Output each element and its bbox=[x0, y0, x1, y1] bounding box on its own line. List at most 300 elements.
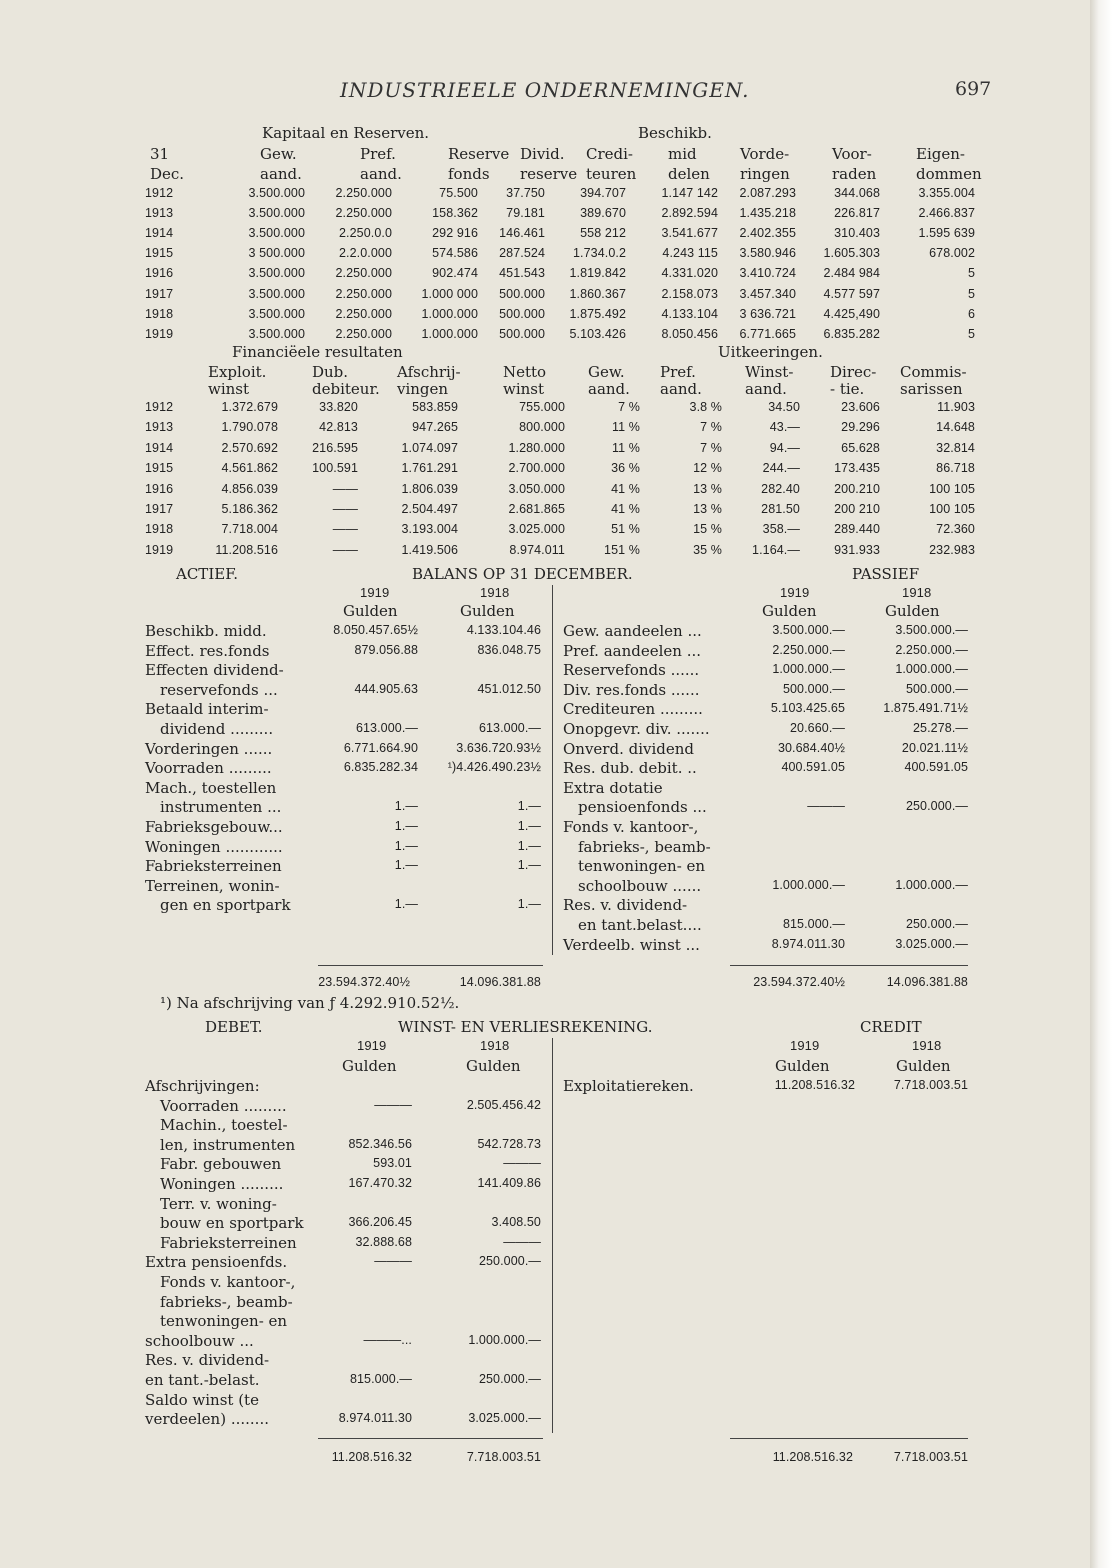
fin-col-head: Gew. bbox=[588, 363, 625, 381]
actief-1919: 444.905.63 bbox=[354, 681, 418, 696]
passief-1919: 30.684.40½ bbox=[777, 740, 845, 755]
fin-year: 1915 bbox=[145, 461, 174, 476]
kap-cell: 389.670 bbox=[580, 206, 626, 221]
kap-cell: 3.500.000 bbox=[248, 326, 305, 341]
kap-cell: 4.577 597 bbox=[823, 286, 880, 301]
debet-1918: 2.505.456.42 bbox=[466, 1097, 541, 1112]
year-head: 1918 bbox=[480, 1038, 510, 1053]
fin-cell: 11 % bbox=[612, 420, 640, 435]
actief-1918: 1.— bbox=[517, 799, 541, 814]
passief-1919: ——— bbox=[807, 799, 845, 814]
fin-col-head: vingen bbox=[397, 380, 449, 398]
debet-1918: 141.409.86 bbox=[477, 1176, 541, 1190]
kap-col-head: Divid. bbox=[520, 145, 565, 163]
passief-1918: 250.000.— bbox=[905, 799, 968, 814]
fin-cell: 3.050.000 bbox=[508, 481, 565, 496]
debet-label: Fabr. gebouwen bbox=[160, 1155, 282, 1174]
kap-cell: 1.000.000 bbox=[421, 306, 478, 321]
passief-label: fabrieks-, beamb- bbox=[578, 837, 711, 856]
actief-1919: 8.050.457.65½ bbox=[333, 623, 418, 637]
kap-cell: 678.002 bbox=[929, 246, 975, 261]
debet-1918: ——— bbox=[503, 1156, 541, 1171]
kap-cell: 500.000 bbox=[499, 286, 545, 301]
fin-cell: 281.50 bbox=[761, 502, 800, 516]
fin-cell: 1.806.039 bbox=[401, 481, 458, 496]
passief-1919: 400.591.05 bbox=[781, 760, 845, 775]
kap-cell: 146.461 bbox=[499, 226, 545, 241]
total-rule bbox=[318, 1438, 543, 1439]
kap-cell: 226.817 bbox=[834, 206, 880, 221]
kap-cell: 3.457.340 bbox=[739, 286, 796, 301]
passief-1918: 1.000.000.— bbox=[895, 877, 968, 892]
fin-cell: 1.790.078 bbox=[221, 420, 278, 435]
passief-1918: 1.875.491.71½ bbox=[883, 701, 968, 716]
debet-label: verdeelen) ........ bbox=[145, 1410, 269, 1429]
passief-1919: 8.974.011.30 bbox=[771, 936, 845, 951]
kap-cell: 3 500.000 bbox=[248, 246, 305, 261]
kap-cell: 2.2.0.000 bbox=[338, 246, 392, 261]
kap-col-head: reserve bbox=[520, 165, 578, 183]
fin-cell: 100 105 bbox=[929, 502, 975, 516]
fin-cell: —— bbox=[332, 542, 358, 557]
kap-cell: 3 636.721 bbox=[739, 306, 796, 321]
total-credit-1918: 7.718.003.51 bbox=[893, 1450, 968, 1464]
debet-1919: 366.206.45 bbox=[348, 1215, 412, 1230]
fin-cell: 11.903 bbox=[937, 400, 975, 414]
fin-col-head: aand. bbox=[660, 380, 702, 398]
fin-cell: 800.000 bbox=[519, 420, 565, 435]
total-rule bbox=[318, 965, 543, 966]
kap-cell: 4.425,490 bbox=[823, 306, 880, 321]
kap-cell: 2.250.000 bbox=[335, 206, 392, 221]
debet-1918: 250.000.— bbox=[478, 1372, 541, 1386]
kap-cell: 3.355.004 bbox=[918, 186, 975, 200]
debet-label: Extra pensioenfds. bbox=[145, 1253, 288, 1272]
fin-col-head: Direc- bbox=[830, 363, 877, 381]
debet-label: len, instrumenten bbox=[160, 1135, 296, 1154]
kap-col-head: delen bbox=[668, 165, 710, 183]
passief-label: pensioenfonds ... bbox=[578, 798, 707, 817]
actief-1918: 1.— bbox=[517, 858, 541, 873]
actief-1918: 613.000.— bbox=[478, 721, 541, 735]
kap-heading-2: Beschikb. bbox=[638, 124, 712, 142]
fin-cell: 41 % bbox=[611, 502, 640, 516]
kap-cell: 3.500.000 bbox=[248, 266, 305, 281]
kap-cell: 292 916 bbox=[432, 226, 478, 241]
debet-1919: 32.888.68 bbox=[355, 1234, 412, 1249]
kap-cell: 394.707 bbox=[580, 186, 626, 200]
actief-label: Woningen ............ bbox=[145, 837, 283, 856]
passief-1918: 1.000.000.— bbox=[895, 662, 968, 677]
fin-col-head: sarissen bbox=[900, 380, 963, 398]
kap-cell: 3.580.946 bbox=[739, 246, 796, 261]
fin-cell: 32.814 bbox=[936, 440, 975, 455]
fin-cell: 1.761.291 bbox=[401, 461, 458, 476]
fin-cell: 1.280.000 bbox=[508, 440, 565, 455]
passief-1918: 500.000.— bbox=[905, 681, 968, 696]
fin-col-head: Afschrij- bbox=[397, 363, 461, 381]
fin-col-head: Pref. bbox=[660, 363, 696, 381]
actief-label: Fabrieksterreinen bbox=[145, 857, 282, 876]
fin-cell: 7 % bbox=[700, 440, 722, 455]
debet-label: Woningen ......... bbox=[160, 1175, 284, 1193]
fin-cell: 8.974.011 bbox=[509, 542, 565, 557]
fin-cell: 23.606 bbox=[841, 400, 880, 414]
kap-cell: 3.410.724 bbox=[739, 266, 796, 281]
kap-cell: 1.734.0.2 bbox=[572, 246, 626, 261]
fin-col-head: Exploit. bbox=[208, 363, 267, 381]
unit-head: Gulden bbox=[775, 1057, 830, 1075]
kap-cell: 902.474 bbox=[432, 266, 478, 281]
fin-cell: 173.435 bbox=[834, 461, 880, 476]
fin-col-head: Dub. bbox=[312, 363, 349, 381]
kap-cell: 2.892.594 bbox=[661, 206, 718, 221]
total-passief-1919: 23.594.372.40½ bbox=[753, 975, 845, 989]
pl-divider bbox=[552, 1038, 553, 1433]
fin-cell: 4.561.862 bbox=[221, 461, 278, 476]
passief-label: Gew. aandeelen ... bbox=[563, 622, 702, 640]
passief-label: Pref. aandeelen ... bbox=[563, 641, 702, 660]
kap-col-head: teuren bbox=[586, 165, 637, 183]
fin-cell: 13 % bbox=[693, 481, 722, 496]
fin-cell: 2.700.000 bbox=[508, 461, 565, 476]
debet-1919: ——— bbox=[374, 1254, 412, 1269]
fin-cell: 86.718 bbox=[936, 461, 975, 476]
year-head: 1919 bbox=[790, 1038, 820, 1053]
debet-label: Fonds v. kantoor-, bbox=[160, 1273, 296, 1291]
passief-label: Crediteuren ......... bbox=[563, 700, 703, 719]
fin-col-head: winst bbox=[503, 380, 545, 398]
kap-col-head: Voor- bbox=[832, 145, 872, 163]
fin-cell: 244.— bbox=[762, 461, 800, 476]
kap-cell: 3.500.000 bbox=[248, 306, 305, 321]
kap-heading: Kapitaal en Reserven. bbox=[262, 124, 430, 142]
actief-1919: 879.056.88 bbox=[354, 642, 418, 657]
kap-col-head: Eigen- bbox=[916, 145, 965, 163]
fin-cell: 2.570.692 bbox=[221, 440, 278, 455]
passief-1918: 25.278.— bbox=[912, 721, 968, 735]
fin-cell: 65.628 bbox=[841, 440, 880, 455]
fin-cell: —— bbox=[332, 522, 358, 537]
kap-cell: 1.147 142 bbox=[661, 186, 718, 200]
debet-1919: 852.346.56 bbox=[348, 1136, 412, 1151]
fin-cell: 7 % bbox=[618, 400, 640, 414]
actief-1918: 451.012.50 bbox=[477, 681, 541, 696]
fin-cell: 232.983 bbox=[929, 542, 975, 557]
kap-year: 1918 bbox=[145, 306, 174, 321]
kap-col-head: mid bbox=[668, 145, 697, 163]
kap-year: 1914 bbox=[145, 226, 174, 241]
kap-col-head: Pref. bbox=[360, 145, 396, 163]
year-head: 1918 bbox=[912, 1038, 942, 1053]
debet-1919: 167.470.32 bbox=[348, 1176, 412, 1190]
fin-cell: 2.681.865 bbox=[508, 502, 565, 516]
actief-1918: 1.— bbox=[517, 897, 541, 912]
debet-1919: ———... bbox=[363, 1332, 412, 1347]
fin-cell: 1.074.097 bbox=[401, 440, 458, 455]
passief-label: Onopgevr. div. ....... bbox=[563, 720, 710, 738]
debet-label: Res. v. dividend- bbox=[145, 1351, 270, 1370]
year-head: 1919 bbox=[780, 585, 810, 600]
kap-year: 1916 bbox=[145, 266, 174, 281]
kap-year: 1913 bbox=[145, 206, 174, 221]
actief-label: Mach., toestellen bbox=[145, 778, 277, 797]
passief-1918: 3.500.000.— bbox=[895, 623, 968, 637]
passief-label: Reservefonds ...... bbox=[563, 661, 700, 680]
passief-label: schoolbouw ...... bbox=[578, 876, 702, 895]
fin-cell: 947.265 bbox=[412, 420, 458, 435]
passief-label: Res. dub. debit. .. bbox=[563, 759, 697, 778]
passief-1919: 500.000.— bbox=[782, 681, 845, 696]
kap-year: 1912 bbox=[145, 186, 174, 200]
fin-cell: 35 % bbox=[693, 542, 722, 557]
kap-cell: 5 bbox=[967, 286, 975, 301]
fin-cell: 1.164.— bbox=[752, 542, 800, 557]
kap-cell: 75.500 bbox=[439, 186, 478, 200]
kap-cell: 2.250.000 bbox=[335, 326, 392, 341]
fin-year: 1913 bbox=[145, 420, 174, 435]
passief-1919: 1.000.000.— bbox=[772, 662, 845, 677]
fin-cell: 200.210 bbox=[834, 481, 880, 496]
balans-actief-title: ACTIEF. bbox=[176, 565, 239, 583]
kap-cell: 500.000 bbox=[499, 306, 545, 321]
actief-1918: 1.— bbox=[517, 838, 541, 853]
actief-label: Effecten dividend- bbox=[145, 661, 284, 680]
unit-head: Gulden bbox=[896, 1057, 951, 1075]
kap-col-head: Reserve bbox=[448, 145, 510, 163]
actief-1919: 1.— bbox=[394, 858, 418, 873]
fin-cell: 282.40 bbox=[761, 481, 800, 496]
year-head: 1918 bbox=[480, 585, 510, 600]
kap-cell: 5 bbox=[967, 266, 975, 281]
fin-heading-2: Uitkeeringen. bbox=[718, 343, 823, 361]
winst-title: WINST- EN VERLIESREKENING. bbox=[398, 1018, 653, 1036]
debet-1918: ——— bbox=[503, 1234, 541, 1249]
kap-cell: 5 bbox=[967, 326, 975, 341]
kap-cell: 8.050.456 bbox=[661, 326, 718, 341]
actief-1919: 1.— bbox=[394, 897, 418, 912]
debet-1918: 3.025.000.— bbox=[468, 1411, 541, 1426]
debet-1919: 593.01 bbox=[373, 1156, 412, 1171]
actief-label: gen en sportpark bbox=[160, 896, 291, 915]
fin-cell: 4.856.039 bbox=[221, 481, 278, 496]
passief-label: Div. res.fonds ...... bbox=[563, 680, 700, 699]
fin-cell: 11.208.516 bbox=[215, 542, 278, 557]
actief-1918: ¹)4.426.490.23½ bbox=[447, 760, 541, 775]
fin-year: 1912 bbox=[145, 400, 174, 414]
passief-1919: 815.000.— bbox=[782, 917, 845, 931]
debet-label: Fabrieksterreinen bbox=[160, 1233, 297, 1252]
kap-cell: 2.087.293 bbox=[739, 186, 796, 200]
passief-label: Res. v. dividend- bbox=[563, 896, 688, 915]
fin-cell: 100.591 bbox=[312, 461, 358, 476]
total-debet-1918: 7.718.003.51 bbox=[466, 1450, 541, 1464]
kap-cell: 1.595 639 bbox=[918, 226, 975, 241]
passief-label: en tant.belast.... bbox=[578, 916, 702, 934]
fin-col-head: debiteur. bbox=[312, 380, 380, 398]
fin-cell: —— bbox=[332, 502, 358, 516]
total-actief-1918: 14.096.381.88 bbox=[459, 975, 541, 989]
kap-cell: 1.435.218 bbox=[739, 206, 796, 221]
winst-credit-title: CREDIT bbox=[860, 1018, 922, 1036]
kap-cell: 287.524 bbox=[499, 246, 545, 261]
kap-cell: 6.771.665 bbox=[739, 326, 796, 341]
debet-label: schoolbouw ... bbox=[145, 1331, 254, 1350]
passief-label: Verdeelb. winst ... bbox=[563, 935, 700, 954]
fin-cell: —— bbox=[332, 481, 358, 496]
debet-label: Afschrijvingen: bbox=[145, 1077, 260, 1095]
debet-label: Voorraden ......... bbox=[160, 1096, 287, 1115]
fin-cell: 100 105 bbox=[929, 481, 975, 496]
passief-1918: 20.021.11½ bbox=[901, 740, 968, 755]
kap-cell: 2.402.355 bbox=[739, 226, 796, 241]
actief-1919: 1.— bbox=[394, 819, 418, 833]
fin-cell: 931.933 bbox=[834, 542, 880, 557]
page-number: 697 bbox=[955, 78, 992, 100]
footnote: ¹) Na afschrijving van ƒ 4.292.910.52½. bbox=[160, 994, 460, 1012]
debet-label: fabrieks-, beamb- bbox=[160, 1292, 293, 1311]
fin-cell: 14.648 bbox=[936, 420, 975, 435]
kap-cell: 4.331.020 bbox=[661, 266, 718, 281]
actief-1918: 1.— bbox=[517, 819, 541, 833]
passief-label: Onverd. dividend bbox=[563, 739, 695, 758]
actief-label: Voorraden ......... bbox=[145, 759, 272, 778]
kap-cell: 2.250.0.0 bbox=[338, 226, 392, 241]
kap-cell: 3.500.000 bbox=[248, 226, 305, 241]
fin-cell: 7 % bbox=[700, 420, 722, 435]
fin-cell: 72.360 bbox=[936, 522, 975, 537]
fin-cell: 36 % bbox=[611, 461, 640, 476]
kap-cell: 6 bbox=[967, 306, 975, 321]
actief-1918: 4.133.104.46 bbox=[466, 623, 541, 637]
kap-col-head: Gew. bbox=[260, 145, 297, 163]
passief-label: Fonds v. kantoor-, bbox=[563, 818, 699, 836]
kap-cell: 310.403 bbox=[834, 226, 880, 241]
actief-label: dividend ......... bbox=[160, 720, 274, 738]
passief-1919: 3.500.000.— bbox=[772, 623, 845, 637]
passief-1918: 250.000.— bbox=[905, 917, 968, 931]
total-rule bbox=[730, 965, 968, 966]
kap-cell: 1.000 000 bbox=[421, 286, 478, 301]
kap-cell: 1.000.000 bbox=[421, 326, 478, 341]
kap-col-head: dommen bbox=[916, 165, 982, 183]
actief-1918: 3.636.720.93½ bbox=[456, 740, 541, 755]
kap-year: 1917 bbox=[145, 286, 174, 301]
kap-year: 1915 bbox=[145, 246, 174, 261]
unit-head: Gulden bbox=[342, 1057, 397, 1075]
fin-cell: 11 % bbox=[612, 440, 640, 455]
fin-col-head: Commis- bbox=[900, 363, 967, 381]
kap-col-head: ringen bbox=[740, 165, 790, 183]
kap-cell: 2.250.000 bbox=[335, 186, 392, 200]
kap-cell: 2.484 984 bbox=[823, 266, 880, 281]
passief-label: Extra dotatie bbox=[563, 778, 663, 797]
actief-label: Beschikb. midd. bbox=[145, 622, 267, 640]
debet-1918: 3.408.50 bbox=[491, 1215, 541, 1230]
unit-head: Gulden bbox=[460, 602, 515, 620]
fin-cell: 13 % bbox=[693, 502, 722, 516]
kap-col-head: 31 bbox=[150, 145, 170, 163]
actief-1919: 1.— bbox=[394, 799, 418, 814]
kap-cell: 2.250.000 bbox=[335, 266, 392, 281]
passief-1919: 20.660.— bbox=[789, 721, 845, 735]
fin-cell: 43.— bbox=[769, 420, 800, 435]
fin-year: 1916 bbox=[145, 481, 174, 496]
kap-cell: 4.243 115 bbox=[662, 246, 718, 261]
winst-debet-title: DEBET. bbox=[205, 1018, 263, 1036]
credit-label: Exploitatiereken. bbox=[563, 1077, 694, 1095]
kap-col-head: aand. bbox=[260, 165, 302, 183]
kap-cell: 1.819.842 bbox=[569, 266, 626, 281]
fin-cell: 34.50 bbox=[768, 400, 800, 414]
passief-1919: 5.103.425.65 bbox=[770, 701, 845, 716]
fin-cell: 3.193.004 bbox=[401, 522, 458, 537]
passief-1919: 1.000.000.— bbox=[772, 877, 845, 892]
debet-label: bouw en sportpark bbox=[160, 1214, 304, 1233]
passief-1918: 400.591.05 bbox=[904, 760, 968, 775]
kap-cell: 500.000 bbox=[499, 326, 545, 341]
debet-label: Machin., toestel- bbox=[160, 1116, 288, 1135]
debet-label: Saldo winst (te bbox=[145, 1390, 259, 1409]
kap-cell: 558 212 bbox=[580, 226, 626, 241]
year-head: 1919 bbox=[357, 1038, 387, 1053]
actief-label: reservefonds ... bbox=[160, 680, 278, 699]
debet-label: en tant.-belast. bbox=[145, 1371, 260, 1389]
kap-col-head: Dec. bbox=[150, 165, 185, 183]
actief-1919: 6.835.282.34 bbox=[343, 760, 418, 775]
debet-1919: ——— bbox=[374, 1097, 412, 1112]
kap-cell: 1.875.492 bbox=[569, 306, 626, 321]
unit-head: Gulden bbox=[885, 602, 940, 620]
fin-cell: 5.186.362 bbox=[221, 502, 278, 516]
kap-cell: 451.543 bbox=[499, 266, 545, 281]
actief-1919: 1.— bbox=[394, 838, 418, 853]
kap-cell: 3.541.677 bbox=[661, 226, 718, 241]
running-title: INDUSTRIEELE ONDERNEMINGEN. bbox=[340, 78, 750, 102]
fin-cell: 33.820 bbox=[319, 400, 358, 414]
kap-cell: 2.466.837 bbox=[918, 206, 975, 221]
kap-cell: 158.362 bbox=[432, 206, 478, 221]
fin-col-head: winst bbox=[208, 380, 250, 398]
fin-col-head: aand. bbox=[745, 380, 787, 398]
total-actief-1919: 23.594.372.40½ bbox=[318, 975, 410, 989]
fin-year: 1919 bbox=[145, 542, 174, 557]
kap-cell: 4.133.104 bbox=[661, 306, 718, 321]
kap-cell: 3.500.000 bbox=[248, 186, 305, 200]
fin-cell: 151 % bbox=[604, 542, 640, 557]
passief-1919: 2.250.000.— bbox=[772, 642, 845, 657]
actief-label: Terreinen, wonin- bbox=[145, 876, 280, 895]
unit-head: Gulden bbox=[466, 1057, 521, 1075]
page-edge bbox=[1090, 0, 1112, 1568]
kap-cell: 2.250.000 bbox=[335, 286, 392, 301]
balans-passief-title: PASSIEF bbox=[852, 565, 920, 583]
fin-cell: 289.440 bbox=[834, 522, 880, 537]
fin-year: 1914 bbox=[145, 440, 174, 455]
unit-head: Gulden bbox=[343, 602, 398, 620]
kap-col-head: raden bbox=[832, 165, 877, 183]
passief-1918: 3.025.000.— bbox=[895, 936, 968, 951]
balance-divider bbox=[552, 585, 553, 955]
fin-year: 1917 bbox=[145, 502, 174, 516]
total-debet-1919: 11.208.516.32 bbox=[331, 1450, 412, 1464]
debet-1919: 815.000.— bbox=[349, 1372, 412, 1386]
fin-heading: Financiëele resultaten bbox=[232, 343, 403, 361]
fin-col-head: aand. bbox=[588, 380, 630, 398]
debet-label: tenwoningen- en bbox=[160, 1312, 288, 1331]
kap-cell: 3.500.000 bbox=[248, 286, 305, 301]
kap-cell: 5.103.426 bbox=[569, 326, 626, 341]
